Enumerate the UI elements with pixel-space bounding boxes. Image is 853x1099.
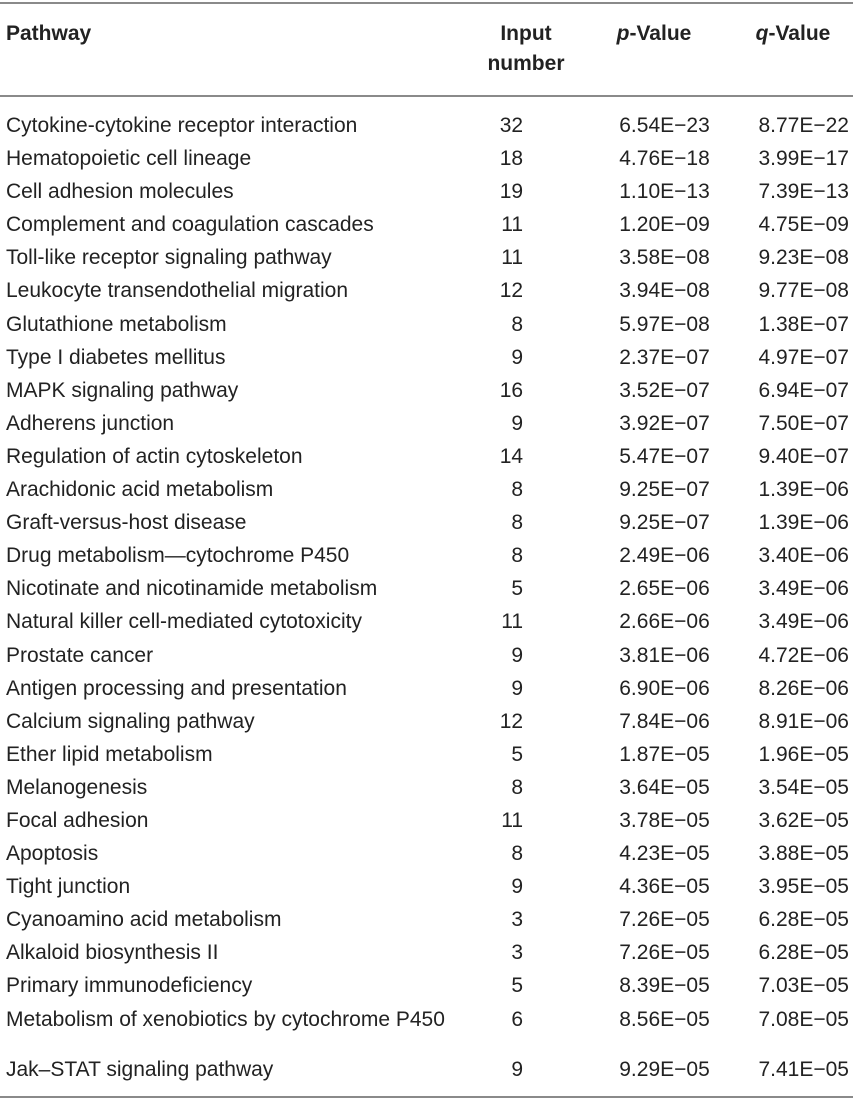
q-value-cell: 3.95E−05 [758,875,849,899]
p-value-cell: 3.78E−05 [619,808,710,832]
input-number-cell [461,639,539,672]
q-value-cell: 8.91E−06 [758,709,849,733]
input-number-value: 8 [511,511,524,535]
input-number-cell [461,506,539,539]
pathway-cell: Calcium signaling pathway [6,709,255,733]
header-q-value [735,19,851,49]
q-value-cell: 8.26E−06 [758,676,849,700]
q-value-cell: 3.49E−06 [758,577,849,601]
p-value-cell: 6.90E−06 [619,676,710,700]
input-number-cell [461,738,539,771]
pathway-cell: Regulation of actin cytoskeleton [6,444,303,468]
q-value-cell: 8.77E−22 [758,114,849,137]
table-row [0,903,853,936]
input-number-cell [461,771,539,804]
table-row [0,241,853,274]
table-row [0,1053,853,1086]
table-row [0,308,853,341]
input-number-value: 12 [499,709,524,733]
p-value-cell: 3.52E−07 [619,378,710,402]
input-number-cell [461,274,539,307]
q-value-cell: 4.97E−07 [758,345,849,369]
input-number-cell [461,1053,539,1086]
table-row [0,175,853,208]
pathway-cell: Metabolism of xenobiotics by cytochrome P450 [6,1007,445,1031]
input-number-value: 3 [511,908,524,932]
pathway-cell: Natural killer cell-mediated cytotoxicity [6,610,362,634]
pathway-cell: Melanogenesis [6,775,148,799]
input-number-cell [461,473,539,506]
table-row [0,639,853,672]
pathway-cell: Apoptosis [6,842,99,866]
q-value-cell: 7.03E−05 [758,974,849,998]
input-number-value: 6 [511,1007,524,1031]
input-number-value: 8 [511,478,524,502]
q-value-cell: 3.49E−06 [758,610,849,634]
q-value-cell: 1.39E−06 [758,511,849,535]
p-value-cell: 3.92E−07 [619,411,710,435]
input-number-value: 9 [511,676,524,700]
q-value-cell: 9.40E−07 [758,444,849,468]
header-input-line1: Input [500,22,552,45]
p-value-cell: 2.66E−06 [619,610,710,634]
p-value-cell: 1.87E−05 [619,742,710,766]
p-value-cell: 7.26E−05 [619,908,710,932]
q-value-cell: 9.23E−08 [758,246,849,270]
p-value-cell: 4.23E−05 [619,842,710,866]
input-number-value: 18 [499,147,524,171]
table-row [0,440,853,473]
pathway-cell: Cell adhesion molecules [6,180,234,204]
pathway-cell: Adherens junction [6,411,175,435]
pathway-cell: Jak–STAT signaling pathway [6,1057,274,1081]
table-row [0,837,853,870]
p-value-cell: 3.58E−08 [619,246,710,270]
pathway-cell: Hematopoietic cell lineage [6,147,252,171]
table-row [0,208,853,241]
input-number-cell [461,308,539,341]
table-row [0,407,853,440]
p-value-cell: 4.76E−18 [619,147,710,171]
q-value-cell: 1.38E−07 [758,312,849,336]
input-number-value: 12 [499,279,524,303]
input-number-cell [461,903,539,936]
pathway-cell: Nicotinate and nicotinamide metabolism [6,577,378,601]
table-row [0,1003,853,1053]
q-value-cell: 1.96E−05 [758,742,849,766]
input-number-value: 32 [499,114,524,137]
input-number-value: 5 [511,742,524,766]
input-number-cell [461,936,539,969]
q-value-cell: 6.28E−05 [758,908,849,932]
p-value-cell: 7.84E−06 [619,709,710,733]
input-number-value: 9 [511,1057,524,1081]
pathway-cell: MAPK signaling pathway [6,378,239,402]
pathway-cell: Antigen processing and presentation [6,676,347,700]
input-number-cell [461,440,539,473]
input-number-value: 11 [501,246,524,270]
p-value-cell: 3.64E−05 [619,775,710,799]
header-p-suffix: -Value [629,22,692,45]
table-row [0,274,853,307]
table-row [0,672,853,705]
q-value-cell: 7.08E−05 [758,1007,849,1031]
p-value-cell: 7.26E−05 [619,941,710,965]
pathway-cell: Complement and coagulation cascades [6,213,374,237]
table-row [0,705,853,738]
table-row [0,804,853,837]
input-number-cell [461,572,539,605]
q-value-cell: 6.94E−07 [758,378,849,402]
table-bottom-rule [0,1096,853,1098]
p-value-cell: 9.25E−07 [619,511,710,535]
table-row [0,605,853,638]
pathway-cell: Arachidonic acid metabolism [6,478,274,502]
table-row [0,473,853,506]
p-value-cell: 9.25E−07 [619,478,710,502]
q-value-cell: 3.99E−17 [758,147,849,171]
input-number-value: 3 [511,941,524,965]
q-value-cell: 9.77E−08 [758,279,849,303]
p-value-cell: 6.54E−23 [619,114,710,137]
header-rule [0,95,853,97]
header-input-number [472,19,580,79]
q-value-cell: 7.50E−07 [758,411,849,435]
q-value-cell: 3.54E−05 [758,775,849,799]
q-value-cell: 3.40E−06 [758,544,849,568]
input-number-value: 5 [511,577,524,601]
input-number-value: 5 [511,974,524,998]
q-value-cell: 7.39E−13 [758,180,849,204]
p-value-cell: 2.37E−07 [619,345,710,369]
p-value-cell: 2.49E−06 [619,544,710,568]
pathway-cell: Glutathione metabolism [6,312,227,336]
input-number-cell [461,374,539,407]
q-value-cell: 6.28E−05 [758,941,849,965]
input-number-cell [461,605,539,638]
input-number-cell [461,142,539,175]
pathway-cell: Cytokine-cytokine receptor interaction [6,114,358,137]
pathway-cell: Toll-like receptor signaling pathway [6,246,332,270]
header-input-line2: number [487,52,565,75]
input-number-cell [461,109,539,142]
q-value-cell: 7.41E−05 [758,1057,849,1081]
q-value-cell: 3.62E−05 [758,808,849,832]
p-value-cell: 4.36E−05 [619,875,710,899]
header-q-suffix: -Value [768,22,831,45]
table-row [0,374,853,407]
p-value-cell: 2.65E−06 [619,577,710,601]
input-number-value: 16 [499,378,524,402]
table-row [0,870,853,903]
input-number-cell [461,672,539,705]
pathway-cell: Focal adhesion [6,808,149,832]
input-number-cell [461,208,539,241]
table-row [0,539,853,572]
pathway-cell: Drug metabolism—cytochrome P450 [6,544,350,568]
p-value-cell: 8.56E−05 [619,1007,710,1031]
q-value-cell: 3.88E−05 [758,842,849,866]
input-number-cell [461,341,539,374]
pathway-cell: Ether lipid metabolism [6,742,213,766]
p-value-cell: 3.94E−08 [619,279,710,303]
input-number-value: 19 [499,180,524,204]
p-value-cell: 5.47E−07 [619,444,710,468]
q-value-cell: 4.72E−06 [758,643,849,667]
header-p-value [596,19,712,49]
input-number-value: 8 [511,312,524,336]
header-q-prefix: q [755,22,769,45]
p-value-cell: 3.81E−06 [619,643,710,667]
table-row [0,771,853,804]
p-value-cell: 1.10E−13 [619,180,710,204]
pathway-cell: Tight junction [6,875,131,899]
input-number-cell [461,837,539,870]
input-number-value: 11 [501,610,524,634]
input-number-value: 8 [511,544,524,568]
table-row [0,572,853,605]
pathway-cell: Leukocyte transendothelial migration [6,279,349,303]
input-number-cell [461,407,539,440]
input-number-cell [461,804,539,837]
header-p-prefix: p [616,22,630,45]
table-row [0,738,853,771]
input-number-value: 11 [501,808,524,832]
table-row [0,969,853,1002]
table-top-rule [0,2,853,4]
pathway-cell: Graft-versus-host disease [6,511,247,535]
input-number-value: 9 [511,875,524,899]
pathway-cell: Cyanoamino acid metabolism [6,908,282,932]
pathway-cell: Alkaloid biosynthesis II [6,941,219,965]
table-row [0,142,853,175]
table-row [0,506,853,539]
input-number-value: 9 [511,345,524,369]
input-number-value: 11 [501,213,524,237]
q-value-cell: 1.39E−06 [758,478,849,502]
pathway-cell: Prostate cancer [6,643,154,667]
input-number-cell [461,241,539,274]
table-row [0,936,853,969]
input-number-cell [461,969,539,1002]
input-number-value: 8 [511,842,524,866]
input-number-value: 14 [499,444,524,468]
input-number-value: 9 [511,643,524,667]
p-value-cell: 5.97E−08 [619,312,710,336]
input-number-value: 8 [511,775,524,799]
input-number-cell [461,870,539,903]
input-number-cell [461,1003,539,1053]
header-pathway: Pathway [6,22,92,45]
input-number-cell [461,539,539,572]
input-number-cell [461,175,539,208]
table-body [0,109,853,1086]
input-number-cell [461,705,539,738]
p-value-cell: 8.39E−05 [619,974,710,998]
q-value-cell: 4.75E−09 [758,213,849,237]
pathway-cell: Primary immunodeficiency [6,974,253,998]
p-value-cell: 9.29E−05 [619,1057,710,1081]
input-number-value: 9 [511,411,524,435]
p-value-cell: 1.20E−09 [619,213,710,237]
pathway-cell: Type I diabetes mellitus [6,345,226,369]
table-row [0,341,853,374]
table-row [0,109,853,142]
